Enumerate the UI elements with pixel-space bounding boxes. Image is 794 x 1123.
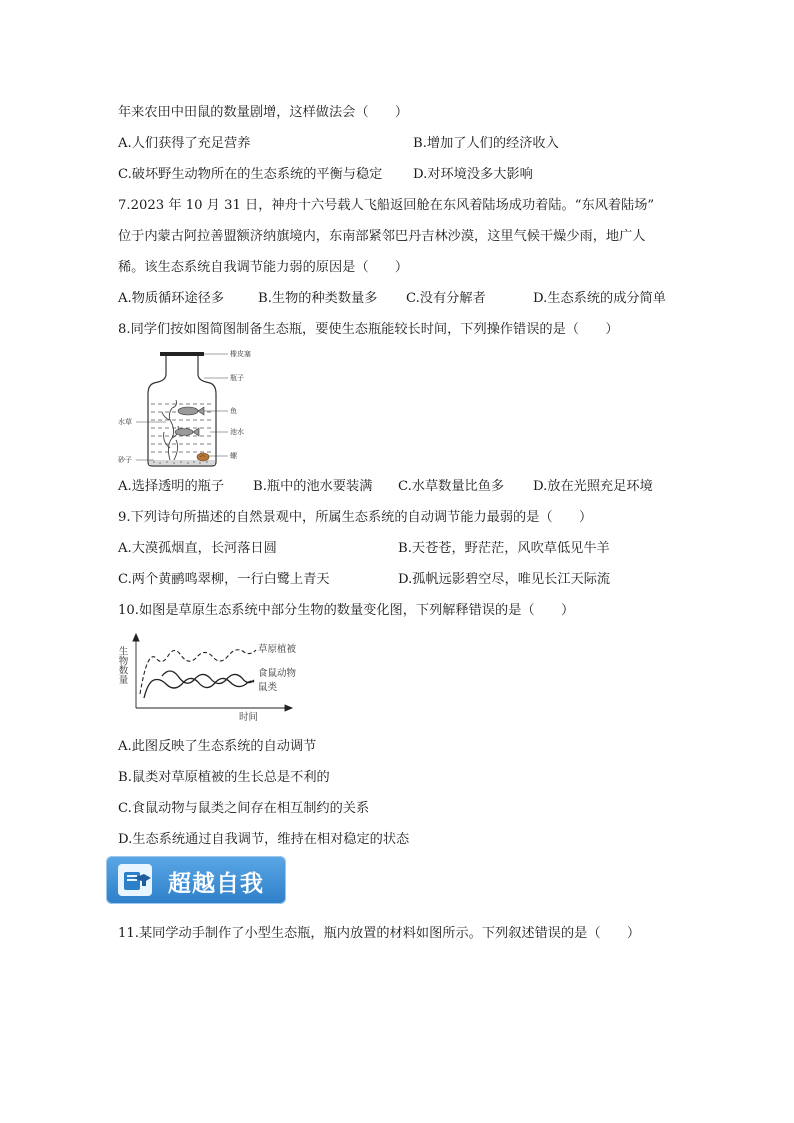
legend-rodents: 鼠类 xyxy=(258,682,278,693)
population-graph xyxy=(118,632,318,726)
label-snail: 螺 xyxy=(230,452,237,460)
water-weed xyxy=(162,400,178,460)
label-bottle: 瓶子 xyxy=(230,374,244,382)
q9-option-b[interactable]: B.天苍苍，野茫茫，风吹草低见牛羊 xyxy=(398,541,610,556)
q10-option-a[interactable]: A.此图反映了生态系统的自动调节 xyxy=(118,739,317,754)
q10-option-b[interactable]: B.鼠类对草原植被的生长总是不利的 xyxy=(118,770,330,785)
q10-option-d[interactable]: D.生态系统通过自我调节，维持在相对稳定的状态 xyxy=(118,832,410,847)
series-rodents xyxy=(144,678,254,698)
series-grassland-vegetation xyxy=(140,650,256,694)
q11-stem: 11.某同学动手制作了小型生态瓶，瓶内放置的材料如图所示。下列叙述错误的是（ ） xyxy=(118,926,641,941)
q9-stem: 9.下列诗句所描述的自然景观中，所属生态系统的自动调节能力最弱的是（ ） xyxy=(118,510,593,525)
q7-option-a[interactable]: A.物质循环途径多 xyxy=(118,291,225,306)
q6-option-c[interactable]: C.破坏野生动物所在的生态系统的平衡与稳定 xyxy=(118,167,383,182)
q7-stem-line3: 稀。该生态系统自我调节能力弱的原因是（ ） xyxy=(118,260,409,275)
q10-option-c[interactable]: C.食鼠动物与鼠类之间存在相互制约的关系 xyxy=(118,801,370,816)
q7-option-c[interactable]: C.没有分解者 xyxy=(406,291,486,306)
q8-option-b[interactable]: B.瓶中的池水要装满 xyxy=(253,479,373,494)
book-cap-icon xyxy=(118,864,152,896)
q8-option-a[interactable]: A.选择透明的瓶子 xyxy=(118,479,225,494)
x-axis-label: 时间 xyxy=(239,712,259,723)
q9-option-a[interactable]: A.大漠孤烟直，长河落日圆 xyxy=(118,541,277,556)
q10-stem: 10.如图是草原生态系统中部分生物的数量变化图，下列解释错误的是（ ） xyxy=(118,603,575,618)
label-weed: 水草 xyxy=(118,418,132,426)
fish xyxy=(175,407,204,436)
q7-option-d[interactable]: D.生态系统的成分简单 xyxy=(533,291,666,306)
q8-stem: 8.同学们按如图简图制备生态瓶，要使生态瓶能较长时间，下列操作错误的是（ ） xyxy=(118,322,619,337)
q8-option-d[interactable]: D.放在光照充足环境 xyxy=(533,479,653,494)
q7-stem-line2: 位于内蒙古阿拉善盟额济纳旗境内，东南部紧邻巴丹吉林沙漠，这里气候干燥少雨，地广人 xyxy=(118,229,646,244)
label-water: 池水 xyxy=(230,428,244,436)
q6-option-a[interactable]: A.人们获得了充足营养 xyxy=(118,136,251,151)
q8-option-c[interactable]: C.水草数量比鱼多 xyxy=(398,479,505,494)
q7-option-b[interactable]: B.生物的种类数量多 xyxy=(258,291,378,306)
q6-stem-end: 年来农田中田鼠的数量剧增，这样做法会（ ） xyxy=(118,105,409,120)
q7-stem-line1: 7.2023 年 10 月 31 日，神舟十六号载人飞船返回舱在东风着陆场成功着陆。“东风着陆场” xyxy=(118,198,655,213)
q6-option-d[interactable]: D.对环境没多大影响 xyxy=(413,167,533,182)
eco-bottle-figure xyxy=(114,348,274,470)
snail xyxy=(197,453,209,461)
series-rodent-eating-animals xyxy=(162,671,254,684)
y-axis-label: 生物数量 xyxy=(116,646,128,684)
label-sand: 砂子 xyxy=(118,456,132,464)
q6-option-b[interactable]: B.增加了人们的经济收入 xyxy=(413,136,559,151)
banner-title: 超越自我 xyxy=(168,871,264,897)
label-stopper: 橡皮塞 xyxy=(230,350,251,358)
section-banner xyxy=(106,856,286,904)
rubber-stopper xyxy=(160,352,204,356)
label-fish: 鱼 xyxy=(230,407,237,415)
legend-rodent-eating-animals: 食鼠动物 xyxy=(258,668,297,679)
legend-grassland-vegetation: 草原植被 xyxy=(258,644,297,655)
q9-option-c[interactable]: C.两个黄鹂鸣翠柳，一行白鹭上青天 xyxy=(118,572,330,587)
q9-option-d[interactable]: D.孤帆远影碧空尽，唯见长江天际流 xyxy=(398,572,611,587)
